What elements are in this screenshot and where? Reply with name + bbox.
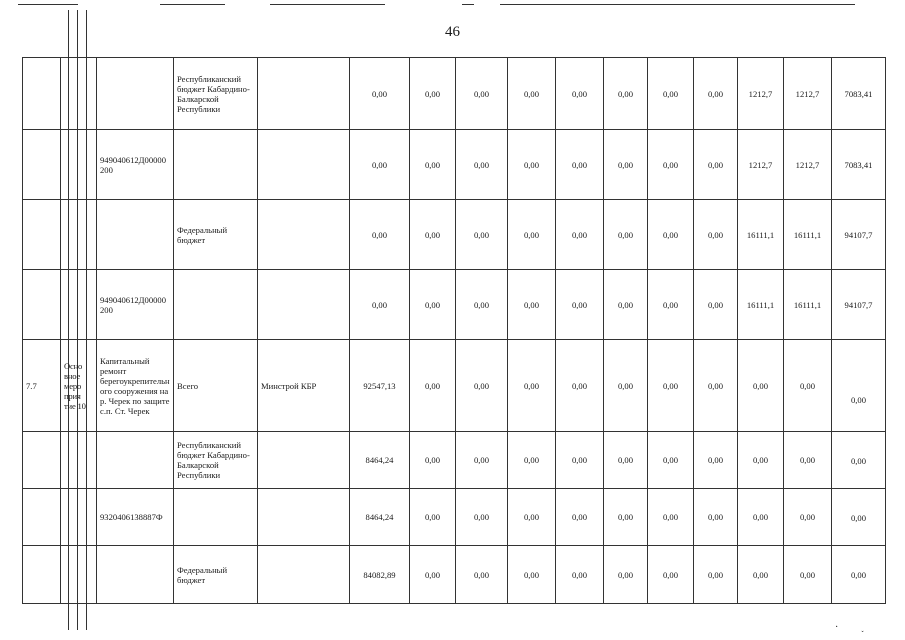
- cell-value: 1212,7: [784, 130, 832, 200]
- cell-value: 0,00: [832, 489, 886, 546]
- cell-value: 0,00: [784, 432, 832, 489]
- cell-value: 1212,7: [738, 130, 784, 200]
- cell-total: 8464,24: [350, 489, 410, 546]
- cell-value: 16111,1: [784, 200, 832, 270]
- cell-executor: [258, 130, 350, 200]
- cell-name-code: [97, 200, 174, 270]
- cell-value: 7083,41: [832, 58, 886, 130]
- cell-event: [61, 546, 97, 604]
- cell-name-code: 949040612Д00000200: [97, 130, 174, 200]
- cell-value: 0,00: [648, 270, 694, 340]
- cell-total: 92547,13: [350, 340, 410, 432]
- table-row: [23, 546, 886, 604]
- cell-value: 0,00: [556, 546, 604, 604]
- cell-value: 0,00: [508, 200, 556, 270]
- header-rule-5: [500, 4, 855, 5]
- cell-value: 0,00: [604, 58, 648, 130]
- header-rule-4: [462, 4, 474, 5]
- cell-number: [23, 489, 61, 546]
- cell-value: 0,00: [738, 489, 784, 546]
- cell-value: 0,00: [694, 200, 738, 270]
- cell-value: 0,00: [604, 130, 648, 200]
- table-row: [23, 58, 886, 130]
- cell-name-code: Капитальный ремонт берегоукрепительного сооружения на р. Черек по защите с.п. Ст. Черек: [97, 340, 174, 432]
- cell-value: 0,00: [784, 340, 832, 432]
- cell-name-code: 9320406138887Ф: [97, 489, 174, 546]
- header-rule-1: [18, 4, 78, 5]
- cell-value: 0,00: [410, 340, 456, 432]
- cell-number: 7.7: [23, 340, 61, 432]
- cell-value: 0,00: [508, 130, 556, 200]
- cell-value: 16111,1: [738, 270, 784, 340]
- cell-event: [61, 432, 97, 489]
- scan-artifact-marks: · ˯: [835, 622, 865, 633]
- header-rule-3: [270, 4, 385, 5]
- cell-value: 0,00: [648, 130, 694, 200]
- cell-event: Осно вное меро прия тие 10: [61, 340, 97, 432]
- cell-value: 0,00: [410, 489, 456, 546]
- cell-value: 0,00: [556, 432, 604, 489]
- cell-value: 0,00: [738, 432, 784, 489]
- cell-value: 0,00: [784, 489, 832, 546]
- cell-value: 0,00: [456, 270, 508, 340]
- cell-funding-source: Республиканский бюджет Кабардино-Балкарской Республики: [174, 432, 258, 489]
- cell-value: 0,00: [784, 546, 832, 604]
- cell-value: 0,00: [410, 58, 456, 130]
- cell-value: 0,00: [648, 340, 694, 432]
- cell-value: 0,00: [508, 432, 556, 489]
- cell-value: 16111,1: [738, 200, 784, 270]
- cell-value: 0,00: [832, 546, 886, 604]
- cell-value: 0,00: [648, 546, 694, 604]
- table-row: [23, 340, 886, 432]
- cell-value: 0,00: [604, 489, 648, 546]
- cell-funding-source: Федеральный бюджет: [174, 546, 258, 604]
- cell-executor: [258, 489, 350, 546]
- cell-value: 0,00: [556, 58, 604, 130]
- cell-value: 0,00: [604, 270, 648, 340]
- cell-value: 0,00: [410, 200, 456, 270]
- cell-total: 0,00: [350, 200, 410, 270]
- cell-value: 0,00: [694, 546, 738, 604]
- header-rule-2: [160, 4, 225, 5]
- table-row: [23, 432, 886, 489]
- cell-executor: Минстрой КБР: [258, 340, 350, 432]
- cell-value: 0,00: [556, 340, 604, 432]
- cell-value: 0,00: [604, 340, 648, 432]
- cell-funding-source: [174, 489, 258, 546]
- cell-value: 94107,7: [832, 200, 886, 270]
- cell-value: 1212,7: [738, 58, 784, 130]
- cell-value: 0,00: [556, 270, 604, 340]
- cell-total: 84082,89: [350, 546, 410, 604]
- cell-value: 0,00: [456, 130, 508, 200]
- cell-total: 0,00: [350, 130, 410, 200]
- cell-name-code: [97, 58, 174, 130]
- cell-value: 0,00: [694, 270, 738, 340]
- cell-number: [23, 270, 61, 340]
- cell-event: [61, 58, 97, 130]
- cell-value: 94107,7: [832, 270, 886, 340]
- cell-value: 0,00: [410, 130, 456, 200]
- cell-value: 0,00: [456, 546, 508, 604]
- cell-value: 0,00: [410, 270, 456, 340]
- cell-value: 0,00: [508, 489, 556, 546]
- cell-value: 0,00: [648, 200, 694, 270]
- cell-value: 0,00: [694, 340, 738, 432]
- cell-value: 0,00: [508, 340, 556, 432]
- cell-funding-source: [174, 130, 258, 200]
- cell-event: [61, 130, 97, 200]
- cell-number: [23, 546, 61, 604]
- cell-value: 0,00: [694, 489, 738, 546]
- cell-funding-source: Федеральный бюджет: [174, 200, 258, 270]
- cell-value: 0,00: [604, 200, 648, 270]
- cell-value: 0,00: [456, 432, 508, 489]
- cell-name-code: [97, 432, 174, 489]
- cell-value: 0,00: [508, 58, 556, 130]
- cell-value: 0,00: [738, 340, 784, 432]
- budget-table: [22, 57, 886, 604]
- cell-total: 8464,24: [350, 432, 410, 489]
- cell-value: 7083,41: [832, 130, 886, 200]
- cell-value: 0,00: [456, 340, 508, 432]
- cell-value: 0,00: [556, 489, 604, 546]
- cell-value: 0,00: [832, 432, 886, 489]
- cell-executor: [258, 432, 350, 489]
- cell-funding-source: Всего: [174, 340, 258, 432]
- cell-funding-source: Республиканский бюджет Кабардино-Балкарской Республики: [174, 58, 258, 130]
- cell-value: 0,00: [832, 340, 886, 432]
- cell-value: 0,00: [648, 58, 694, 130]
- cell-total: 0,00: [350, 270, 410, 340]
- cell-value: 0,00: [410, 546, 456, 604]
- cell-value: 0,00: [456, 58, 508, 130]
- cell-event: [61, 200, 97, 270]
- cell-value: 0,00: [508, 546, 556, 604]
- cell-number: [23, 130, 61, 200]
- cell-value: 0,00: [738, 546, 784, 604]
- page-number: 46: [445, 24, 460, 40]
- cell-value: 0,00: [604, 546, 648, 604]
- table-row: [23, 270, 886, 340]
- cell-total: 0,00: [350, 58, 410, 130]
- cell-value: 0,00: [556, 130, 604, 200]
- table-row: [23, 200, 886, 270]
- cell-executor: [258, 270, 350, 340]
- cell-value: 0,00: [648, 489, 694, 546]
- cell-executor: [258, 546, 350, 604]
- table-row: [23, 489, 886, 546]
- cell-value: 0,00: [410, 432, 456, 489]
- cell-event: [61, 270, 97, 340]
- cell-funding-source: [174, 270, 258, 340]
- cell-value: 0,00: [456, 200, 508, 270]
- cell-event: [61, 489, 97, 546]
- cell-value: 16111,1: [784, 270, 832, 340]
- cell-name-code: 949040612Д00000200: [97, 270, 174, 340]
- cell-value: 0,00: [648, 432, 694, 489]
- cell-value: 0,00: [456, 489, 508, 546]
- table-row: [23, 130, 886, 200]
- cell-value: 0,00: [508, 270, 556, 340]
- cell-executor: [258, 200, 350, 270]
- cell-value: 0,00: [694, 58, 738, 130]
- cell-number: [23, 200, 61, 270]
- cell-name-code: [97, 546, 174, 604]
- cell-value: 0,00: [604, 432, 648, 489]
- cell-number: [23, 58, 61, 130]
- cell-value: 0,00: [694, 130, 738, 200]
- cell-value: 0,00: [556, 200, 604, 270]
- cell-executor: [258, 58, 350, 130]
- cell-number: [23, 432, 61, 489]
- cell-value: 0,00: [694, 432, 738, 489]
- cell-value: 1212,7: [784, 58, 832, 130]
